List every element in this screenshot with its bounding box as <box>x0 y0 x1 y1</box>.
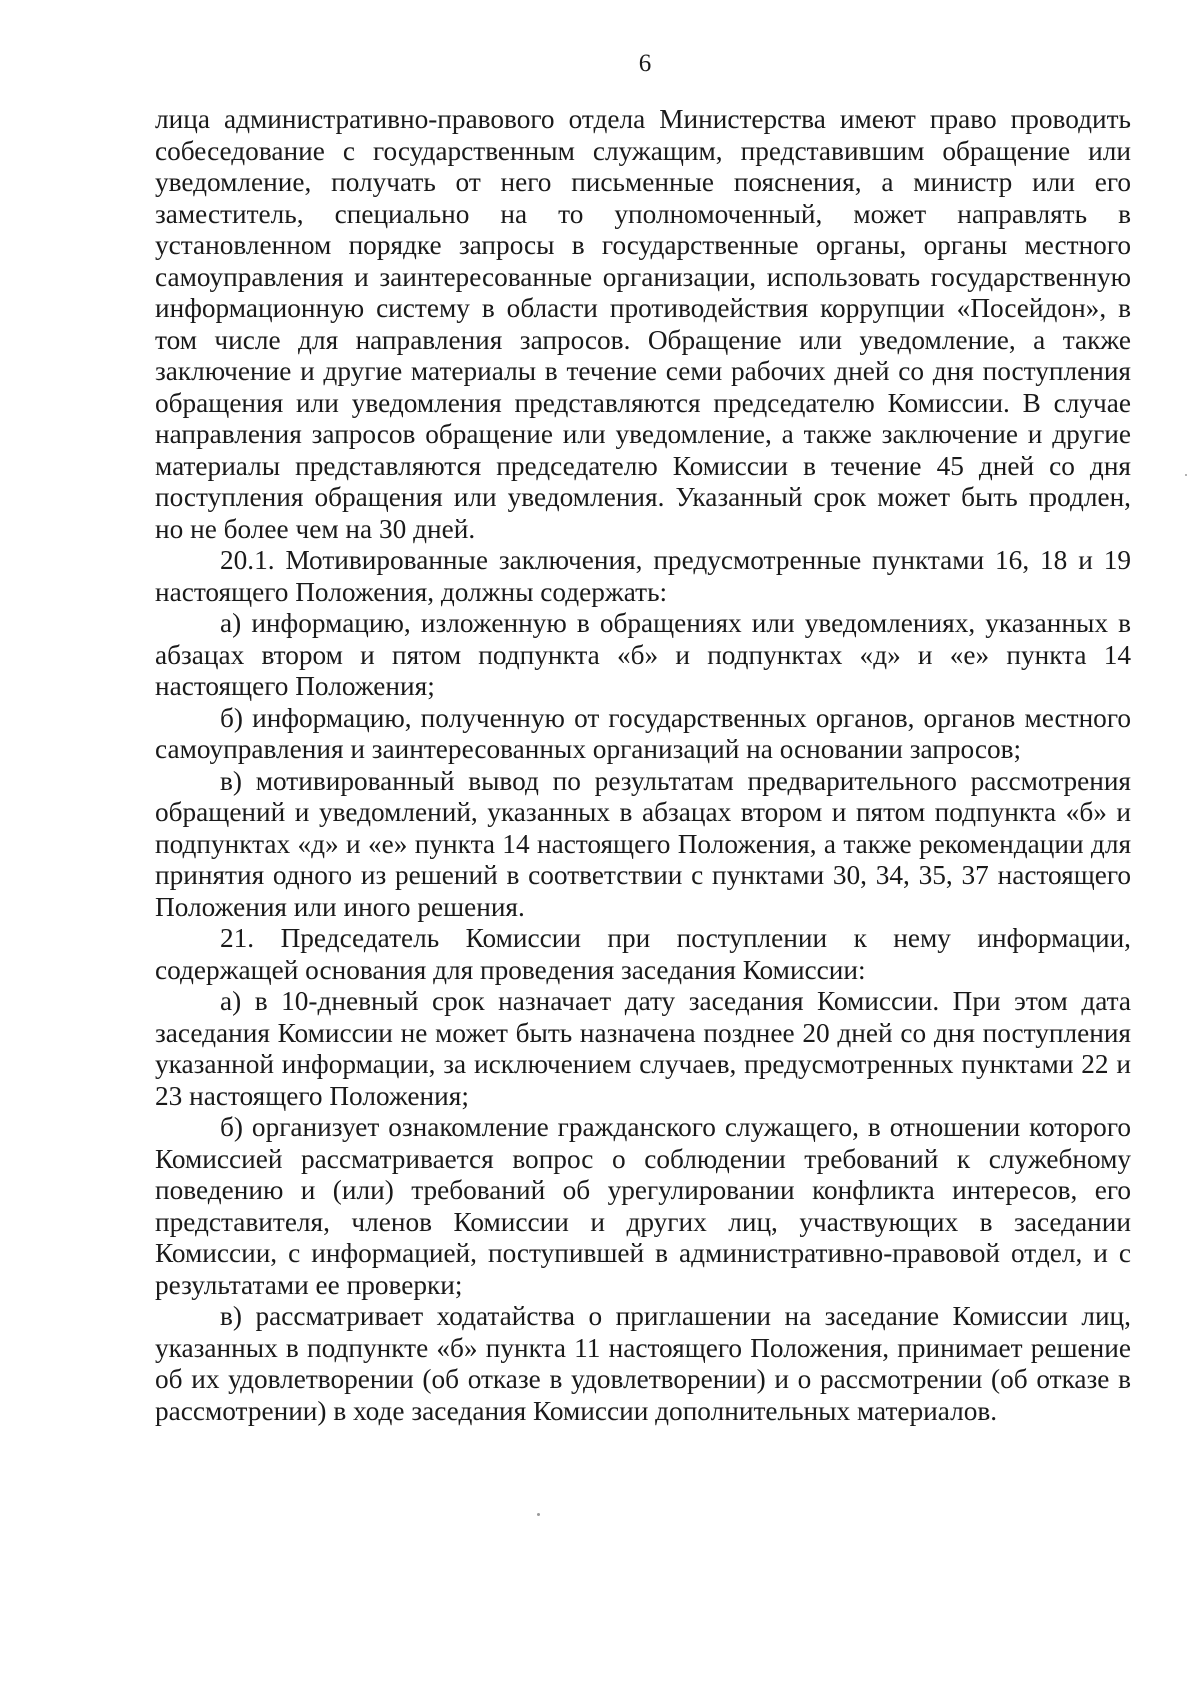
scan-speck <box>537 1513 540 1516</box>
paragraph-20-1-b: б) информацию, полученную от государственных органов, органов местного самоуправления и заинтересованных организаций на основании запросов; <box>155 702 1131 764</box>
paragraph-20-1-a: а) информацию, изложенную в обращениях или уведомлениях, указанных в абзацах втором и пятом подпункта «б» и подпунктах «д» и «е» пункта 14 настоящего Положения; <box>155 608 1131 701</box>
paragraph-20-1-v: в) мотивированный вывод по результатам предварительного рассмотрения обращений и уведомлений, указанных в абзацах втором и пятом подпункта «б» и подпунктах «д» и «е» пункта 14 настоящего Положения, а также рекомендации для принятия одного из решений в соответствии с пунктами 30, 34, 35, 37 настоящего Положения или иного решения. <box>155 765 1131 922</box>
paragraph-21-b: б) организует ознакомление гражданского служащего, в отношении которого Комиссией рассматривается вопрос о соблюдении требований к служебному поведению и (или) требований об урегулировании конфликта интересов, его представителя, членов Комиссии и других лиц, участвующих в заседании Комиссии, с информацией, поступившей в административно-правовой отдел, и с результатами ее проверки; <box>155 1112 1131 1300</box>
paragraph-20-1: 20.1. Мотивированные заключения, предусмотренные пунктами 16, 18 и 19 настоящего Положения, должны содержать: <box>155 545 1131 607</box>
scan-speck <box>1185 474 1187 476</box>
page-number: 6 <box>638 50 652 77</box>
paragraph-continuation: лица административно-правового отдела Министерства имеют право проводить собеседование с государственным служащим, представившим обращение или уведомление, получать от него письменные пояснения, а министр или его заместитель, специально на то уполномоченный, может направлять в установленном порядке запросы в государственные органы, органы местного самоуправления и заинтересованные организации, использовать государственную информационную систему в области противодействия коррупции «Посейдон», в том числе для направления запросов. Обращение или уведомление, а также заключение и другие материалы в течение семи рабочих дней со дня поступления обращения или уведомления представляются председателю Комиссии. В случае направления запросов обращение или уведомление, а также заключение и другие материалы представляются председателю Комиссии в течение 45 дней со дня поступления обращения или уведомления. Указанный срок может быть продлен, но не более чем на 30 дней. <box>155 104 1131 544</box>
paragraph-21-a: а) в 10-дневный срок назначает дату заседания Комиссии. При этом дата заседания Комиссии не может быть назначена позднее 20 дней со дня поступления указанной информации, за исключением случаев, предусмотренных пунктами 22 и 23 настоящего Положения; <box>155 986 1131 1111</box>
paragraph-21-v: в) рассматривает ходатайства о приглашении на заседание Комиссии лиц, указанных в подпункте «б» пункта 11 настоящего Положения, принимает решение об их удовлетворении (об отказе в удовлетворении) и о рассмотрении (об отказе в рассмотрении) в ходе заседания Комиссии дополнительных материалов. <box>155 1301 1131 1426</box>
document-body <box>155 104 1131 1427</box>
paragraph-21: 21. Председатель Комиссии при поступлении к нему информации, содержащей основания для проведения заседания Комиссии: <box>155 923 1131 985</box>
